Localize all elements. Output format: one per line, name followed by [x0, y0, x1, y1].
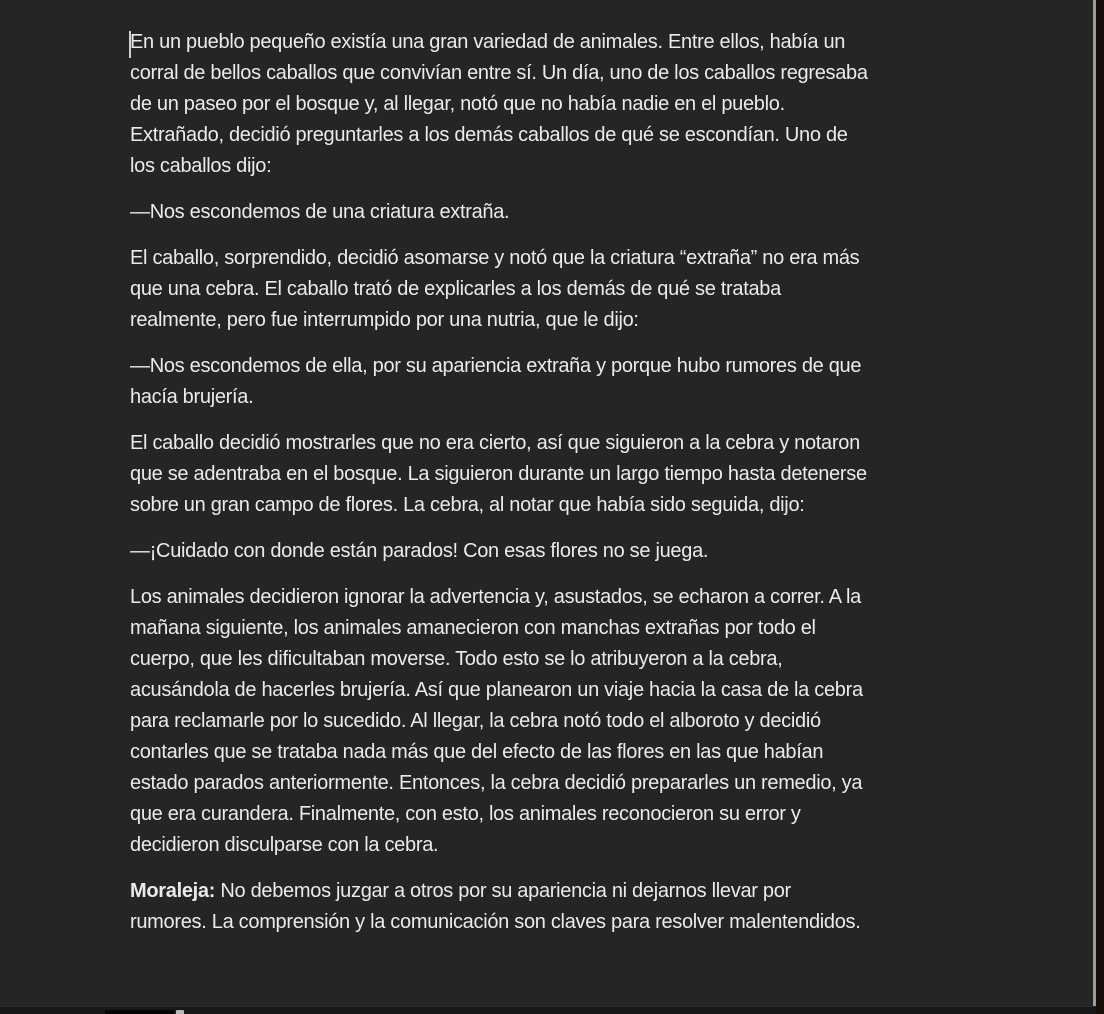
clipped-glyph-fragment — [176, 1010, 184, 1014]
window-edge — [1096, 0, 1104, 1014]
paragraph — [130, 351, 944, 413]
text-line[interactable]: rumores. La comprensión y la comunicación son claves para resolver malentendidos. — [130, 911, 861, 933]
text-line[interactable]: acusándola de hacerles brujería. Así que planearon un viaje hacia la casa de la cebra — [130, 679, 863, 701]
document-body — [130, 27, 944, 953]
paragraph — [130, 876, 944, 938]
text-line[interactable]: los caballos dijo: — [130, 155, 272, 177]
text-line[interactable]: decidieron disculparse con la cebra. — [130, 834, 439, 856]
text-line[interactable]: corral de bellos caballos que convivían entre sí. Un día, uno de los caballos regresaba — [130, 62, 868, 84]
text-line[interactable]: Extrañado, decidió preguntarles a los demás caballos de qué se escondían. Uno de — [130, 124, 848, 146]
paragraph — [130, 582, 944, 861]
paragraph — [130, 243, 944, 336]
text-line[interactable]: El caballo decidió mostrarles que no era cierto, así que siguieron a la cebra y notaron — [130, 432, 860, 454]
text-line[interactable]: que se adentraba en el bosque. La siguieron durante un largo tiempo hasta detenerse — [130, 463, 867, 485]
paragraph — [130, 27, 944, 182]
clipped-toolbar-fragment — [105, 1010, 174, 1014]
text-line[interactable]: para reclamarle por lo sucedido. Al llegar, la cebra notó todo el alboroto y decidió — [130, 710, 821, 732]
text-line[interactable]: —Nos escondemos de una criatura extraña. — [130, 201, 510, 223]
text-line[interactable]: realmente, pero fue interrumpido por una nutria, que le dijo: — [130, 309, 639, 331]
text-line[interactable]: —Nos escondemos de ella, por su apariencia extraña y porque hubo rumores de que — [130, 355, 862, 377]
paragraph — [130, 197, 944, 228]
text-line[interactable]: hacía brujería. — [130, 386, 254, 408]
text-line[interactable]: Moraleja: No debemos juzgar a otros por su apariencia ni dejarnos llevar por — [130, 880, 791, 902]
bold-label: Moraleja: — [130, 880, 216, 902]
text-line[interactable]: que una cebra. El caballo trató de explicarles a los demás de qué se trataba — [130, 278, 781, 300]
text-line[interactable]: Los animales decidieron ignorar la advertencia y, asustados, se echaron a correr. A la — [130, 586, 861, 608]
text-line[interactable]: mañana siguiente, los animales amanecieron con manchas extrañas por todo el — [130, 617, 816, 639]
text-line[interactable]: que era curandera. Finalmente, con esto, los animales reconocieron su error y — [130, 803, 801, 825]
text-line[interactable]: estado parados anteriormente. Entonces, la cebra decidió prepararles un remedio, ya — [130, 772, 863, 794]
paragraph — [130, 428, 944, 521]
text-line[interactable]: cuerpo, que les dificultaban moverse. Todo esto se lo atribuyeron a la cebra, — [130, 648, 783, 670]
text-line[interactable]: sobre un gran campo de flores. La cebra, al notar que había sido seguida, dijo: — [130, 494, 805, 516]
text-line[interactable]: contarles que se trataba nada más que del efecto de las flores en las que habían — [130, 741, 824, 763]
bottom-bar — [0, 1006, 1096, 1014]
text-line[interactable]: —¡Cuidado con donde están parados! Con esas flores no se juega. — [130, 540, 709, 562]
paragraph — [130, 536, 944, 567]
text-line[interactable]: de un paseo por el bosque y, al llegar, notó que no había nadie en el pueblo. — [130, 93, 785, 115]
text-line[interactable]: En un pueblo pequeño existía una gran variedad de animales. Entre ellos, había un — [130, 31, 846, 53]
text-line[interactable]: El caballo, sorprendido, decidió asomarse y notó que la criatura “extraña” no era más — [130, 247, 860, 269]
